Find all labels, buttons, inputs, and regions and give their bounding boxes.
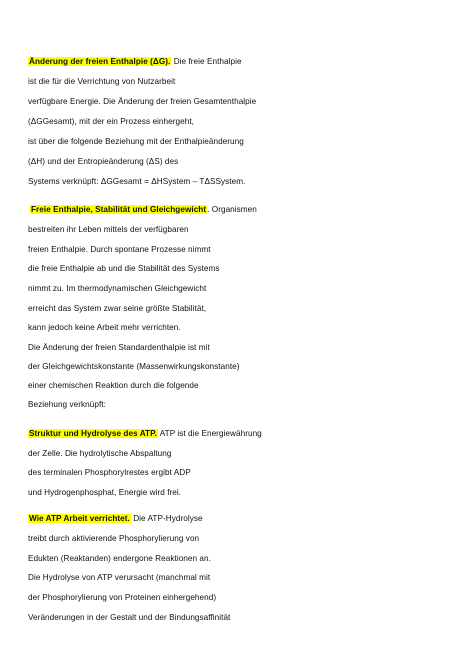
section-1-line-5: ist über die folgende Beziehung mit der Enthalpieänderung <box>28 137 244 146</box>
section-4-line-3: Edukten (Reaktanden) endergone Reaktionen an. <box>28 554 211 563</box>
section-2-line-7: kann jedoch keine Arbeit mehr verrichten. <box>28 323 181 332</box>
section-4-line-2: treibt durch aktivierende Phosphorylierung von <box>28 534 200 543</box>
section-3-line-2: der Zelle. Die hydrolytische Abspaltung <box>28 449 172 458</box>
section-1-line-3: verfügbare Energie. Die Änderung der freien Gesamtenthalpie <box>28 97 257 106</box>
section-3-line-3: des terminalen Phosphorylrestes ergibt ADP <box>28 468 191 477</box>
section-2-heading: Freie Enthalpie, Stabilität und Gleichgewicht <box>31 205 207 214</box>
section-2-line-8: Die Änderung der freien Standardenthalpie ist mit <box>28 343 210 352</box>
section-4-line-6: Veränderungen in der Gestalt und der Bindungsaffinität <box>28 613 231 622</box>
section-1-line-1 <box>28 57 242 67</box>
section-1-line-2: ist die für die Verrichtung von Nutzarbeit <box>28 77 176 86</box>
section-4-text: Die ATP-Hydrolyse <box>130 514 203 523</box>
section-2-line-10: einer chemischen Reaktion durch die folgende <box>28 381 199 390</box>
section-2-line-1 <box>30 205 257 215</box>
section-2-line-4: die freie Enthalpie ab und die Stabilität des Systems <box>28 264 220 273</box>
section-1-heading: Änderung der freien Enthalpie (ΔG). <box>29 57 171 66</box>
section-4-heading: Wie ATP Arbeit verrichtet. <box>29 514 130 523</box>
section-4-line-4: Die Hydrolyse von ATP verursacht (manchmal mit <box>28 573 211 582</box>
section-1-line-6: (ΔH) und der Entropieänderung (ΔS) des <box>28 157 179 166</box>
section-3-heading: Struktur und Hydrolyse des ATP. <box>29 429 157 438</box>
section-1-text: Die freie Enthalpie <box>171 57 242 66</box>
section-1-line-4: (ΔGGesamt), mit der ein Prozess einhergeht, <box>28 117 194 126</box>
section-2-text: . Organismen <box>207 205 257 214</box>
section-4-line-1 <box>28 514 203 524</box>
section-1-line-7: Systems verknüpft: ΔGGesamt = ΔHSystem – TΔSSystem. <box>28 177 246 186</box>
section-3-text: ATP ist die Energiewährung <box>157 429 262 438</box>
section-2-line-6: erreicht das System zwar seine größte Stabilität, <box>28 304 207 313</box>
section-2-line-2: bestreiten ihr Leben mittels der verfügbaren <box>28 225 189 234</box>
section-2-line-5: nimmt zu. Im thermodynamischen Gleichgewicht <box>28 284 207 293</box>
section-3-line-4: und Hydrogenphosphat, Energie wird frei. <box>28 488 182 497</box>
section-3-line-1 <box>28 429 262 439</box>
section-2-line-3: freien Enthalpie. Durch spontane Prozesse nimmt <box>28 245 211 254</box>
section-4-line-5: der Phosphorylierung von Proteinen einhergehend) <box>28 593 217 602</box>
section-2-line-11: Beziehung verknüpft: <box>28 400 106 409</box>
section-2-line-9: der Gleichgewichtskonstante (Massenwirkungskonstante) <box>28 362 240 371</box>
